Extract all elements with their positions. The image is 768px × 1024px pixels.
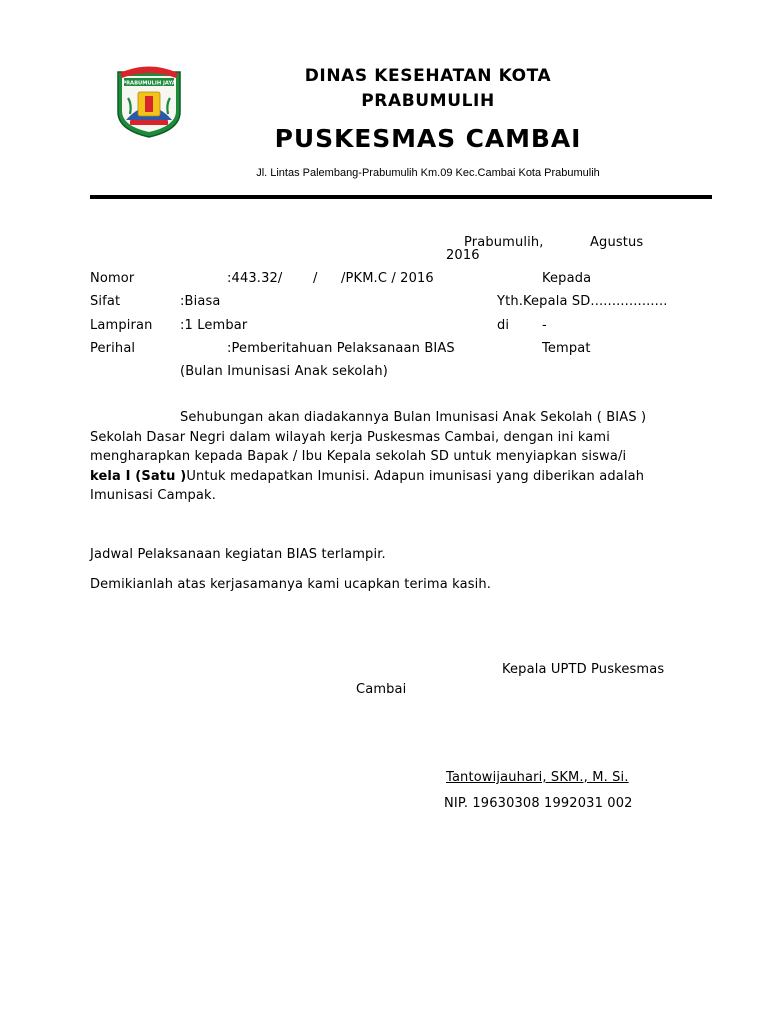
perihal-subtitle: (Bulan Imunisasi Anak sekolah) bbox=[180, 364, 388, 379]
date-month: Agustus bbox=[590, 235, 644, 250]
recipient-kepada: Kepada bbox=[542, 271, 592, 286]
lampiran-value: :1 Lembar bbox=[180, 318, 248, 333]
perihal-value: :Pemberitahuan Pelaksanaan BIAS bbox=[227, 341, 455, 356]
class-emphasis: kela I (Satu ) bbox=[90, 469, 187, 484]
body-paragraph-line4 bbox=[90, 469, 644, 484]
body-paragraph-line4-rest: Untuk medapatkan Imunisi. Adapun imunisasi yang diberikan adalah bbox=[186, 469, 645, 484]
recipient-dash: - bbox=[542, 318, 547, 333]
nomor-slash: / bbox=[313, 271, 318, 286]
sifat-label: Sifat bbox=[90, 294, 121, 309]
agency-name-line2: PRABUMULIH bbox=[361, 91, 495, 111]
body-paragraph-line2: Sekolah Dasar Negri dalam wilayah kerja Puskesmas Cambai, dengan ini kami bbox=[90, 430, 610, 445]
sifat-value: :Biasa bbox=[180, 294, 221, 309]
letterhead-address: Jl. Lintas Palembang-Prabumulih Km.09 Kec.Cambai Kota Prabumulih bbox=[256, 167, 600, 179]
signatory-title-line2: Cambai bbox=[356, 682, 407, 697]
nomor-label: Nomor bbox=[90, 271, 135, 286]
signatory-nip: NIP. 19630308 1992031 002 bbox=[444, 796, 633, 811]
date-year: 2016 bbox=[446, 248, 480, 263]
closing-sentence: Demikianlah atas kerjasamanya kami ucapkan terima kasih. bbox=[90, 577, 492, 592]
agency-name-line1: DINAS KESEHATAN KOTA bbox=[304, 66, 552, 86]
body-paragraph-line3: mengharapkan kepada Bapak / Ibu Kepala sekolah SD untuk menyiapkan siswa/i bbox=[90, 449, 627, 464]
letterhead-title: PUSKESMAS CAMBAI bbox=[274, 124, 582, 153]
body-paragraph-line1: Sehubungan akan diadakannya Bulan Imunisasi Anak Sekolah ( BIAS ) bbox=[180, 410, 647, 425]
perihal-label: Perihal bbox=[90, 341, 136, 356]
signatory-name: Tantowijauhari, SKM., M. Si. bbox=[446, 770, 629, 785]
letterhead-divider bbox=[90, 195, 712, 199]
nomor-part1: :443.32/ bbox=[227, 271, 283, 286]
svg-text:PRABUMULIH JAYA: PRABUMULIH JAYA bbox=[122, 80, 176, 87]
nomor-part2: /PKM.C / 2016 bbox=[341, 271, 434, 286]
body-paragraph-line5: Imunisasi Campak. bbox=[90, 488, 216, 503]
recipient-di: di bbox=[497, 318, 510, 333]
recipient-tempat: Tempat bbox=[542, 341, 591, 356]
schedule-note: Jadwal Pelaksanaan kegiatan BIAS terlampir. bbox=[90, 547, 386, 562]
recipient-yth: Yth.Kepala SD.................. bbox=[497, 294, 668, 309]
city-emblem-logo bbox=[116, 64, 182, 138]
signatory-title-line1: Kepala UPTD Puskesmas bbox=[502, 662, 665, 677]
lampiran-label: Lampiran bbox=[90, 318, 153, 333]
date-city: Prabumulih, bbox=[464, 235, 544, 250]
